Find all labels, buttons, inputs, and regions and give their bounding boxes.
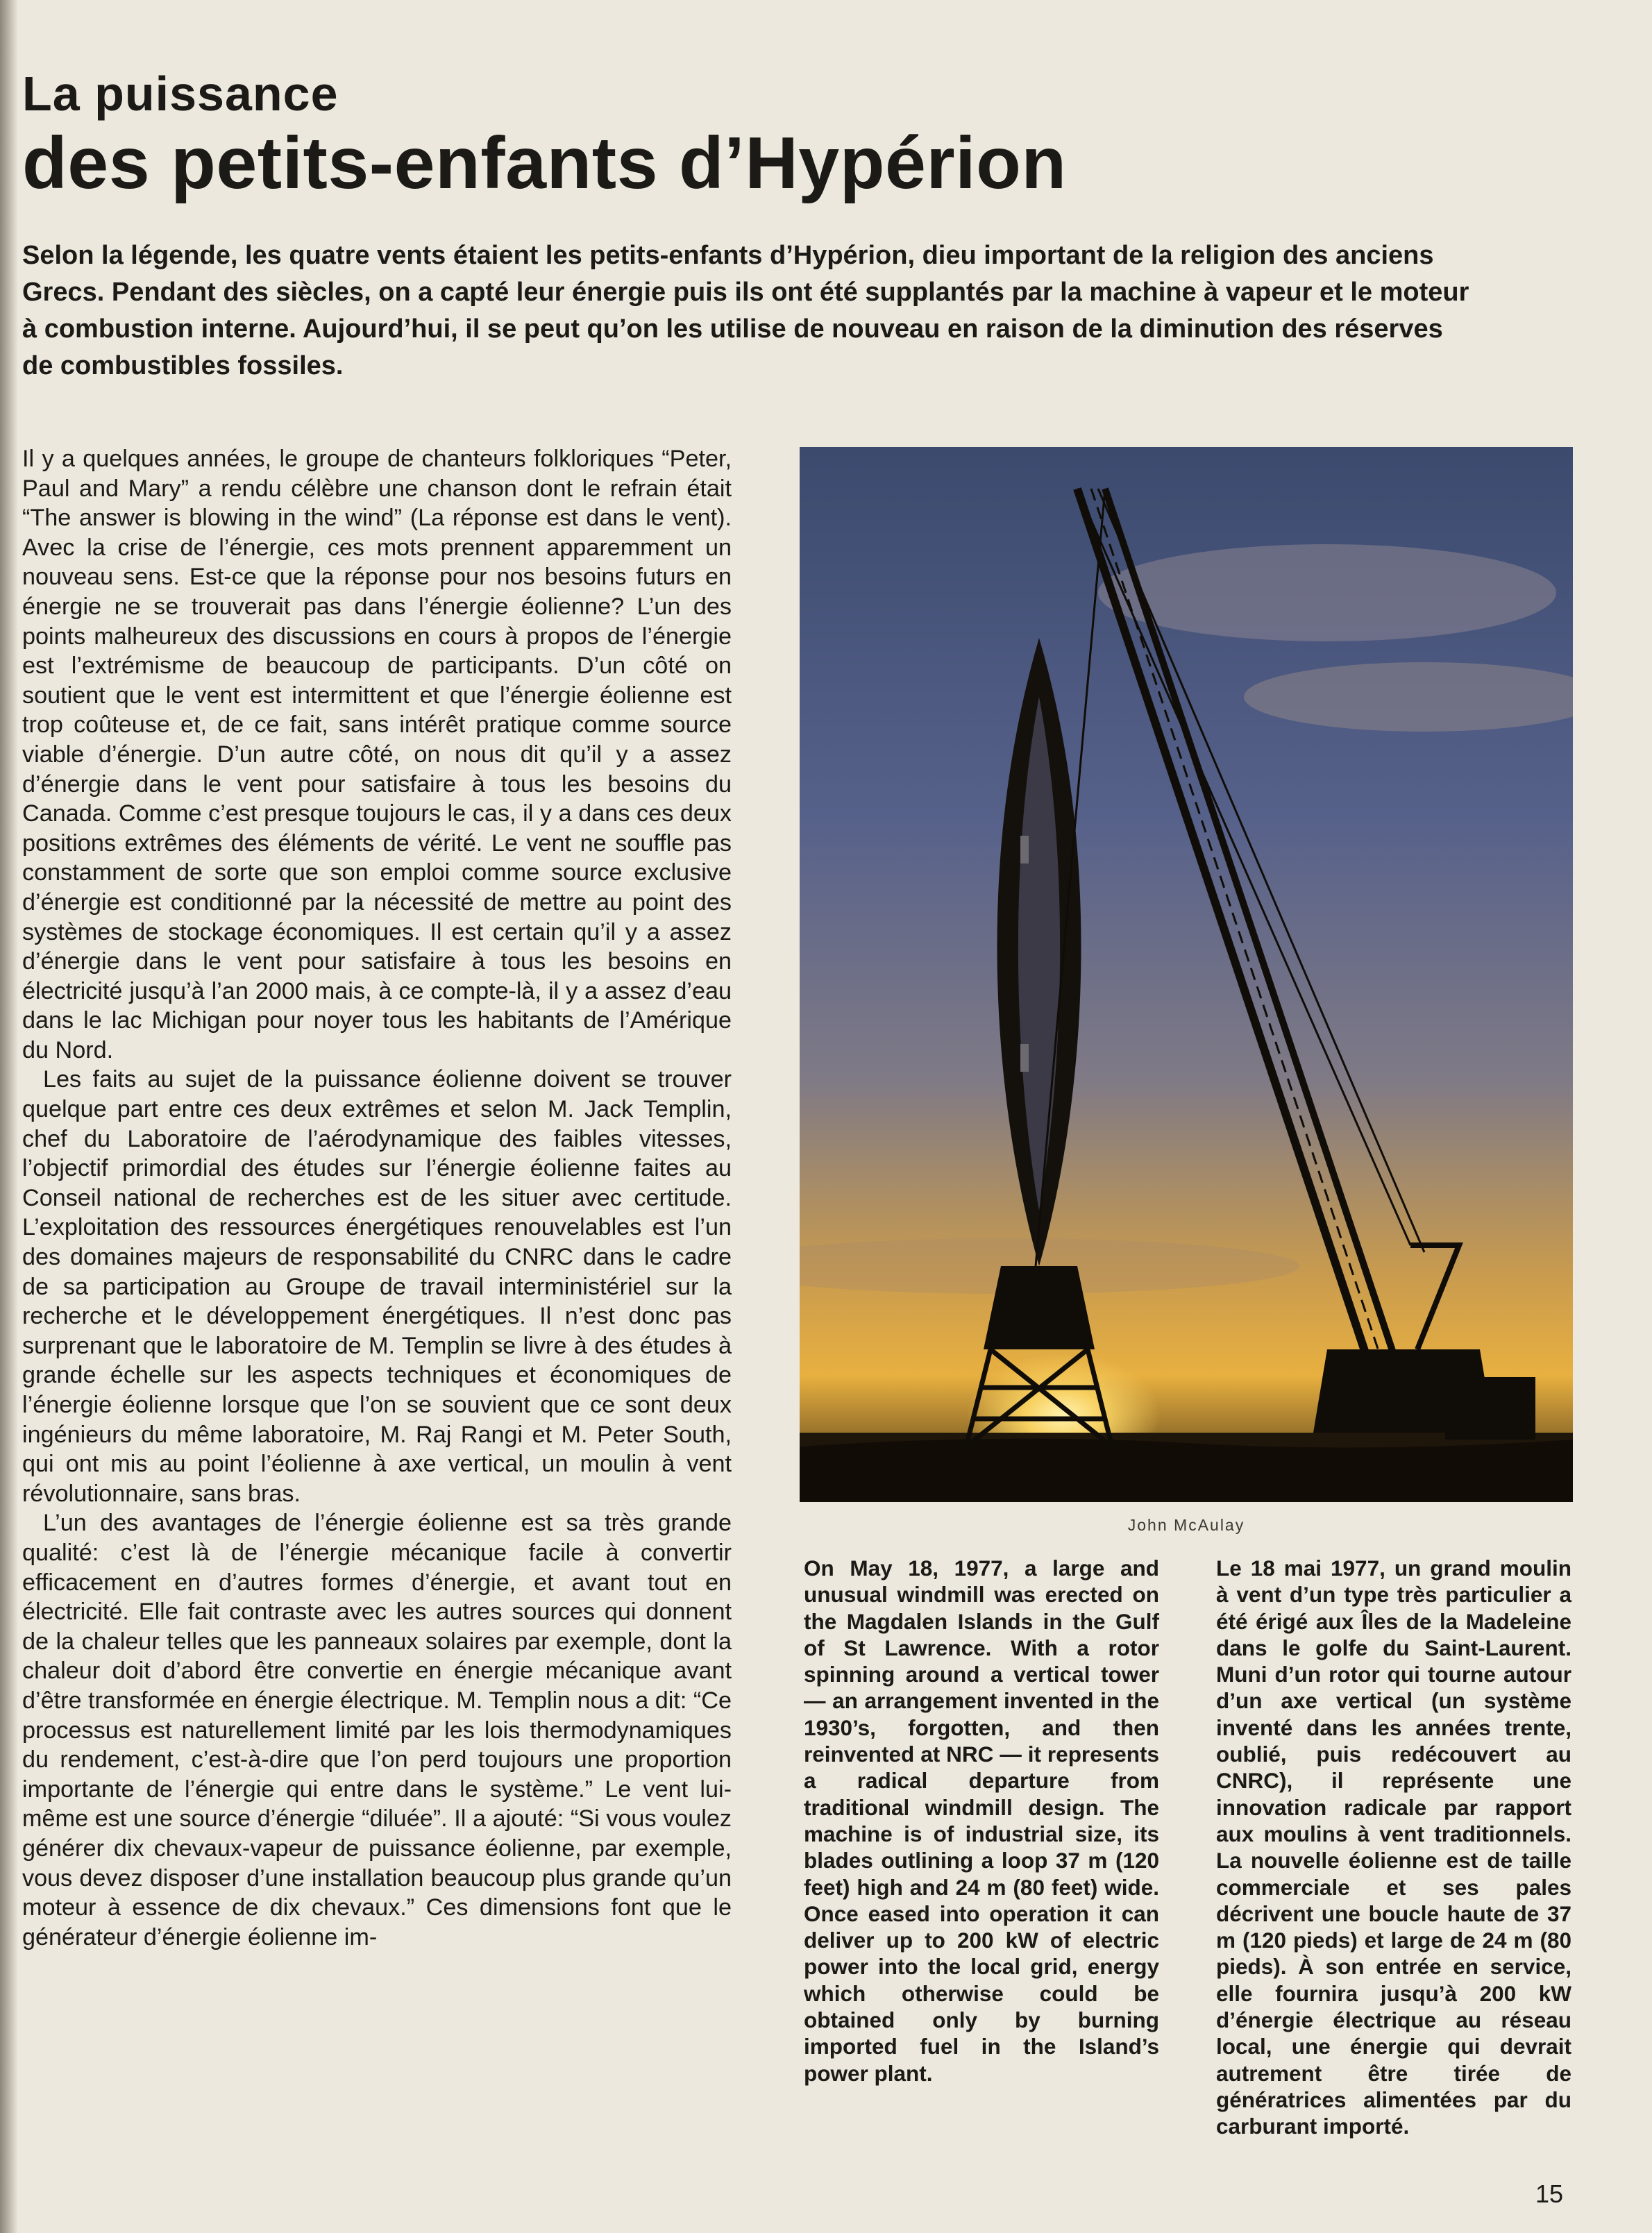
article-kicker: La puissance	[22, 67, 339, 121]
body-paragraph: Il y a quelques années, le groupe de chanteurs folkloriques “Peter, Paul and Mary” a rendu célèbre une chanson dont le refrain était “The answer is blowing in the wind” (La réponse est dans le vent). Avec la crise de l’énergie, ces mots prennent apparemment un nouveau sens. Est-ce que la réponse pour nos besoins futurs en énergie ne se trouverait pas dans l’énergie éolienne? L’un des points malheureux des discussions en cours à propos de l’énergie est l’extrémisme de beaucoup de participants. D’un côté on soutient que le vent est intermittent et que l’énergie éolienne est trop coûteuse et, de ce fait, sans intérêt pratique comme source viable d’énergie. D’un autre côté, on nous dit qu’il y a assez d’énergie dans le vent pour satisfaire à tous les besoins du Canada. Comme c’est presque toujours le cas, il y a dans ces deux positions extrêmes des éléments de vérité. Le vent ne souffle pas constamment de sorte que son emploi comme source exclusive d’énergie est conditionné par la nécessité de mettre au point des systèmes de stockage économiques. Il est certain qu’il y a assez d’énergie dans le vent pour satisfaire à tous les besoins en électricité jusqu’à l’an 2000 mais, à ce compte-là, il y a assez d’eau dans le lac Michigan pour noyer tous les habitants de l’Amérique du Nord.	[22, 446, 732, 1063]
article-title: des petits-enfants d’Hypérion	[22, 122, 1067, 204]
windmill-photo	[800, 447, 1573, 1502]
body-paragraph: Les faits au sujet de la puissance éolienne doivent se trouver quelque part entre ces deux extrêmes et selon M. Jack Templin, chef du Laboratoire de l’aérodynamique des faibles vitesses, l’objectif primordial des études sur l’énergie éolienne faites au Conseil national de recherches est de les situer avec certitude. L’exploitation des ressources énergétiques renouvelables est l’un des domaines majeurs de responsabilité du CNRC dans le cadre de sa participation au Groupe de travail interministériel sur la recherche et le développement énergétiques. Il n’est donc pas surprenant que le laboratoire de M. Templin se livre à des études à grande échelle sur les aspects techniques et économiques de l’énergie éolienne lorsque que l’on se souvient que ce sont deux ingénieurs du même laboratoire, M. Raj Rangi et M. Peter South, qui ont mis au point l’éolienne à axe vertical, un moulin à vent révolutionnaire, sans bras.	[22, 1066, 732, 1507]
photo-credit: John McAulay	[1127, 1516, 1245, 1534]
article-body	[22, 444, 732, 1952]
windmill-photo-illustration	[800, 447, 1573, 1502]
body-paragraph: L’un des avantages de l’énergie éolienne est sa très grande qualité: c’est là de l’énergie mécanique facile à convertir efficacement en d’autres formes d’énergie, et avant tout en électricité. Elle fait contraste avec les autres sources qui donnent de la chaleur telles que les panneaux solaires par exemple, dont la chaleur doit d’abord être convertie en énergie mécanique avant d’être transformée en énergie électrique. M. Templin nous a dit: “Ce processus est naturellement limité par les lois thermodynamiques du rendement, c’est-à-dire que l’on perd toujours une proportion importante de l’énergie qui entre dans le système.” Le vent lui-même est une source d’énergie “diluée”. Il a ajouté: “Si vous voulez générer dix chevaux-vapeur de puissance éolienne, par exemple, vous devez disposer d’une installation beaucoup plus grande qu’un moteur à essence de dix chevaux.” Ces dimensions font que le générateur d’énergie éolienne im-	[22, 1510, 732, 1950]
page-binding-edge	[0, 0, 18, 2233]
page-number: 15	[1535, 2180, 1564, 2208]
article-lead: Selon la légende, les quatre vents étaient les petits-enfants d’Hypérion, dieu important de la religion des anciens Grecs. Pendant des siècles, on a capté leur énergie puis ils ont été supplantés par la machine à vapeur et le moteur à combustion interne. Aujourd’hui, il se peut qu’on les utilise de nouveau en raison de la diminution des réserves de combustibles fossiles.	[22, 241, 1469, 380]
photo-caption-french: Le 18 mai 1977, un grand moulin à vent d’un type très particulier a été érigé aux Îles de la Madeleine dans le golfe du Saint-Laurent. Muni d’un rotor qui tourne autour d’un axe vertical (un système inventé dans les années trente, oublié, puis redécouvert au CNRC), il représente une innovation radicale par rapport aux moulins à vent traditionnels. La nouvelle éolienne est de taille commerciale et ses pales décrivent une boucle haute de 37 m (120 pieds) et large de 24 m (80 pieds). À son entrée en service, elle fournira jusqu’à 200 kW d’énergie électrique au réseau local, une énergie qui devrait autrement être tirée de génératrices alimentées par du carburant importé.	[1216, 1556, 1571, 2139]
photo-caption-english: On May 18, 1977, a large and unusual windmill was erected on the Magdalen Islands in the Gulf of St Lawrence. With a rotor spinning around a vertical tower — an arrangement invented in the 1930’s, forgotten, and then reinvented at NRC — it represents a radical departure from traditional windmill design. The machine is of industrial size, its blades outlining a loop 37 m (120 feet) high and 24 m (80 feet) wide. Once eased into operation it can deliver up to 200 kW of electric power into the local grid, energy which otherwise could be obtained only by burning imported fuel in the Island’s power plant.	[804, 1556, 1159, 2086]
